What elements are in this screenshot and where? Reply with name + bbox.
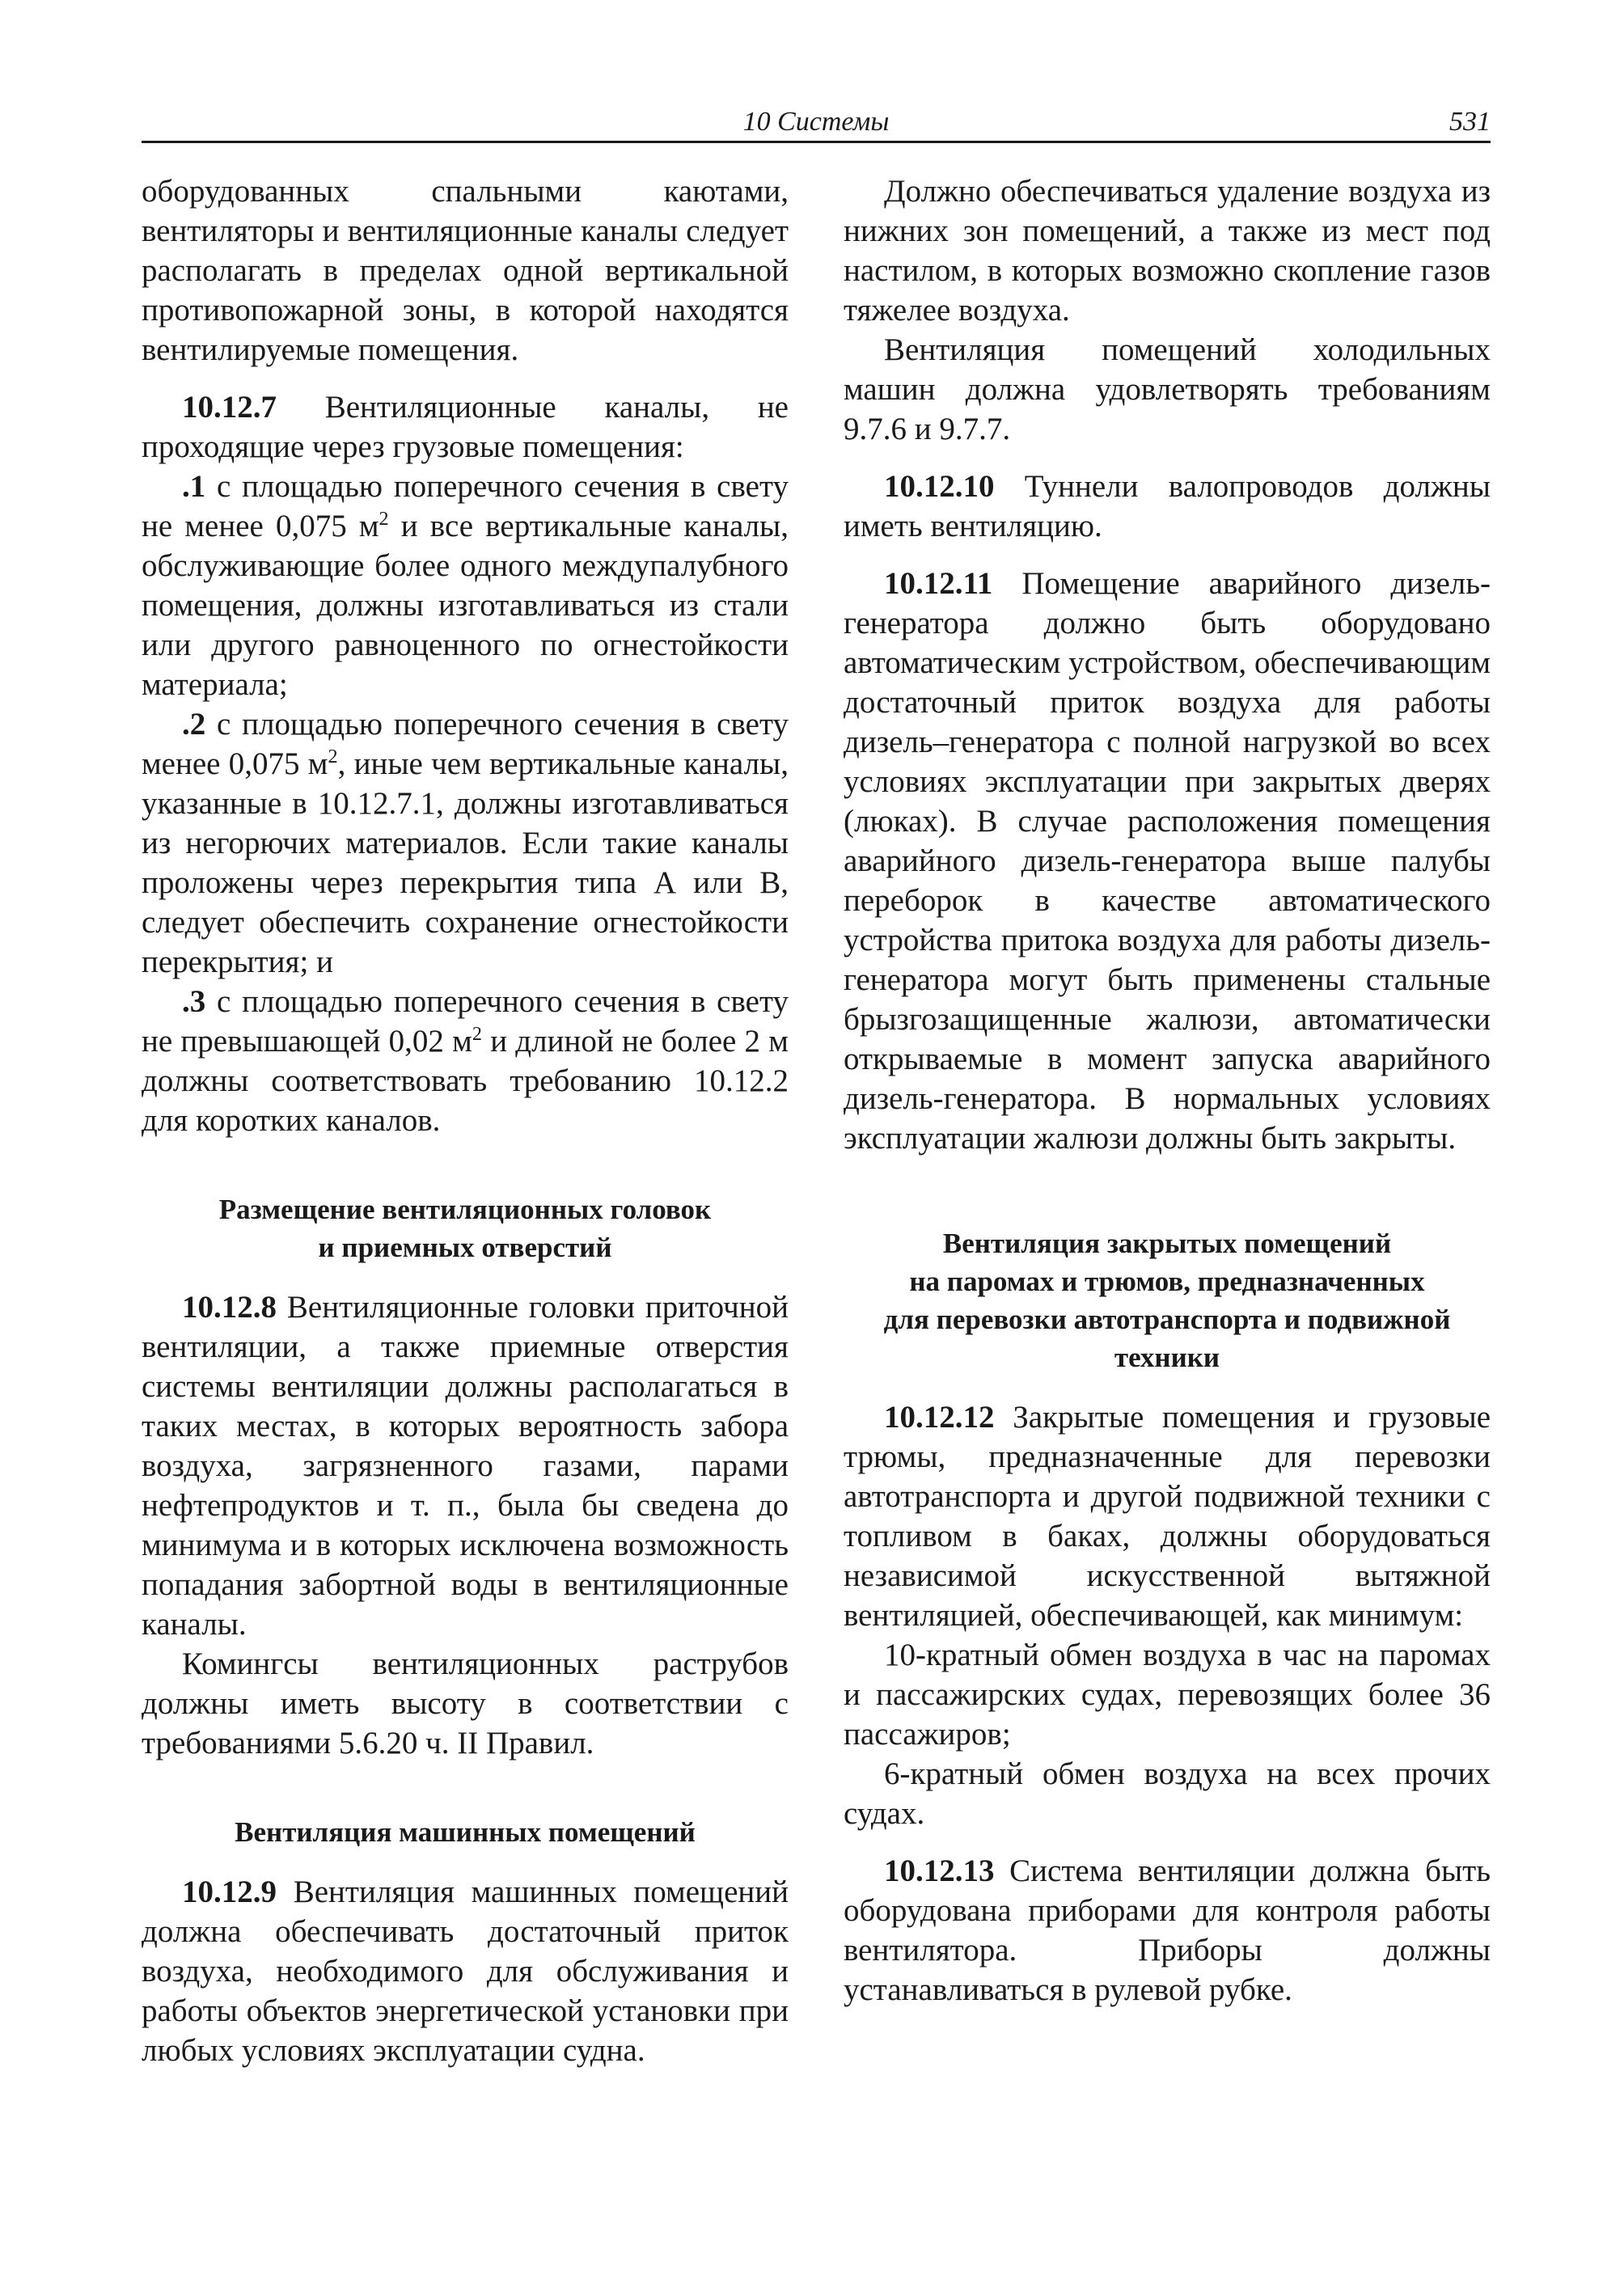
list-item-1: .1 с площадью поперечного сечения в свету не менее 0,075 $м^2$ и все вертикальные каналы, обслуживающие более одного междупалубного помещения, должны изготавливаться из стали или другого равноценного по огнестойкости материала;	[142, 469, 789, 702]
item-number: .3	[182, 984, 206, 1019]
paragraph: Комингсы вентиляционных раструбов должны иметь высоту в соответствии с требованиями 5.6.20 ч. II Правил.	[142, 1646, 789, 1761]
running-head-title: 10 Системы	[742, 107, 890, 137]
running-head	[142, 102, 1491, 143]
clause-10-12-13: 10.12.13 Система вентиляции должна быть оборудована приборами для контроля работы вентилятора. Приборы должны устанавливаться в рулевой рубке.	[844, 1854, 1491, 2007]
left-column	[142, 171, 789, 2070]
item-number: .1	[182, 469, 206, 504]
paragraph: Вентиляция помещений холодильных машин должна удовлетворять требованиям 9.7.6 и 9.7.7.	[844, 332, 1491, 446]
clause-number: 10.12.13	[884, 1854, 995, 1888]
clause-10-12-11: 10.12.11 Помещение аварийного дизель-генератора должно быть оборудовано автоматическим устройством, обеспечивающим достаточный приток воздуха для работы дизель–генератора с полной нагрузкой во всех условиях эксплуатации при закрытых дверях (люках). В случае расположения помещения аварийного дизель-генератора выше палубы переборок в качестве автоматического устройства притока воздуха для работы дизель-генератора могут быть применены стальные брызгозащищенные жалюзи, автоматически открываемые в момент запуска аварийного дизель-генератора. В нормальных условиях эксплуатации жалюзи должны быть закрыты.	[844, 566, 1491, 1156]
paragraph-continued: оборудованных спальными каютами, вентиляторы и вентиляционные каналы следует располагать в пределах одной вертикальной противопожарной зоны, в которой находятся вентилируемые помещения.	[142, 174, 789, 367]
clause-number: 10.12.9	[182, 1875, 277, 1909]
list-item: 6-кратный обмен воздуха на всех прочих судах.	[844, 1756, 1491, 1831]
clause-10-12-7: 10.12.7 Вентиляционные каналы, не проходящие через грузовые помещения:	[142, 390, 789, 464]
section-heading: Вентиляция закрытых помещений на паромах и трюмов, предназначенных для перевозки автотранспорта и подвижной техники	[883, 1228, 1451, 1373]
section-heading: Размещение вентиляционных головок и приемных отверстий	[218, 1194, 712, 1263]
clause-number: 10.12.8	[182, 1290, 277, 1325]
list-item: 10-кратный обмен воздуха в час на паромах и пассажирских судах, перевозящих более 36 пассажиров;	[844, 1638, 1491, 1752]
clause-10-12-12: 10.12.12 Закрытые помещения и грузовые трюмы, предназначенные для перевозки автотранспорта и другой подвижной техники с топливом в баках, должны оборудоваться независимой искусственной вытяжной вентиляцией, обеспечивающей, как минимум:	[844, 1400, 1491, 1633]
item-number: .2	[182, 707, 206, 742]
section-heading: Вентиляция машинных помещений	[235, 1816, 696, 1848]
right-column	[844, 171, 1491, 2010]
clause-10-12-8: 10.12.8 Вентиляционные головки приточной вентиляции, а также приемные отверстия системы вентиляции должны располагаться в таких местах, в которых вероятность забора воздуха, загрязненного газами, парами нефтепродуктов и т. п., была бы сведена до минимума и в которых исключена возможность попадания забортной воды в вентиляционные каналы.	[142, 1290, 789, 1642]
clause-number: 10.12.12	[884, 1400, 995, 1435]
clause-number: 10.12.10	[884, 469, 995, 504]
page-number: 531	[1449, 107, 1491, 137]
clause-number: 10.12.7	[182, 390, 277, 425]
clause-number: 10.12.11	[884, 566, 993, 601]
clause-10-12-10: 10.12.10 Туннели валопроводов должны иметь вентиляцию.	[844, 469, 1491, 543]
clause-10-12-9: 10.12.9 Вентиляция машинных помещений должна обеспечивать достаточный приток воздуха, необходимого для обслуживания и работы объектов энергетической установки при любых условиях эксплуатации судна.	[142, 1875, 789, 2068]
list-item-3: .3 с площадью поперечного сечения в свету не превышающей 0,02 $м^2$ и длиной не более 2 м должны соответствовать требованию 10.12.2 для коротких каналов.	[142, 984, 789, 1138]
list-item-2: .2 с площадью поперечного сечения в свету менее 0,075 $м^2$, иные чем вертикальные каналы, указанные в 10.12.7.1, должны изготавливаться из негорючих материалов. Если такие каналы проложены через перекрытия типа А или В, следует обеспечить сохранение огнестойкости перекрытия; и	[142, 707, 789, 979]
paragraph: Должно обеспечиваться удаление воздуха из нижних зон помещений, а также из мест под настилом, в которых возможно скопление газов тяжелее воздуха.	[844, 174, 1491, 328]
